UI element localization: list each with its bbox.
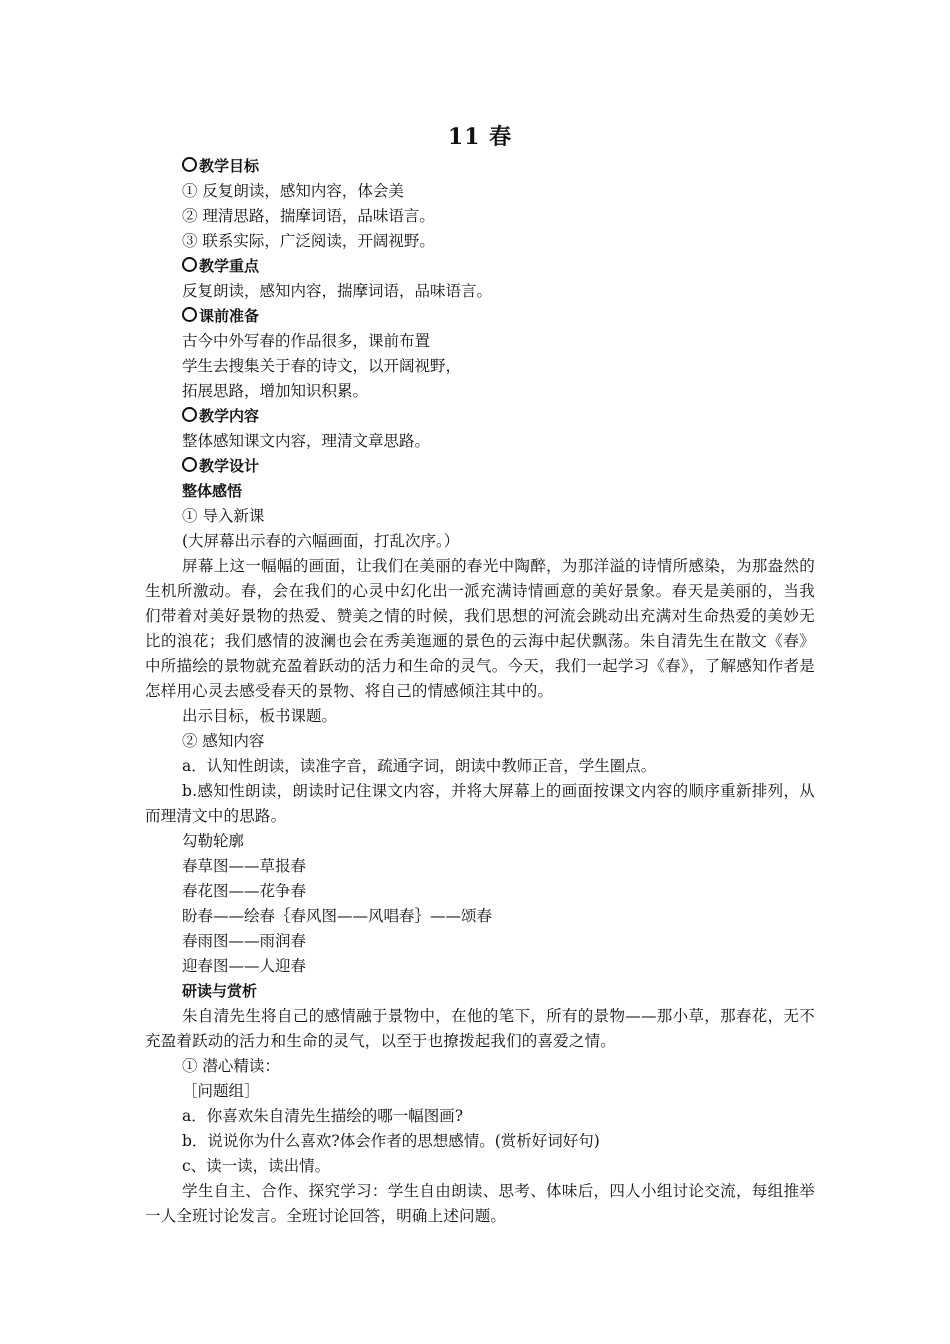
content-text: 整体感知课文内容，理清文章思路。 <box>182 432 431 450</box>
question-group-label: ［问题组］ <box>182 1082 260 1100</box>
question-item: c、读一读，读出情。 <box>182 1157 331 1175</box>
outline-item: 迎春图——人迎春 <box>182 957 307 975</box>
circle-bullet-icon <box>182 457 197 472</box>
section-heading-prep: 课前准备 <box>145 304 815 329</box>
perceive-label: ② 感知内容 <box>182 732 265 750</box>
prep-line: 古今中外写春的作品很多，课前布置 <box>182 332 431 350</box>
study-paragraph: 朱自清先生将自己的感情融于景物中，在他的笔下，所有的景物——那小草，那春花，无不充盈着跃动的活力和生命的灵气，以至于也撩拨起我们的喜爱之情。 <box>145 1007 815 1050</box>
section-heading-key: 教学重点 <box>145 254 815 279</box>
prep-line: 拓展思路，增加知识积累。 <box>182 382 369 400</box>
circle-bullet-icon <box>182 307 197 322</box>
discussion-paragraph: 学生自主、合作、探究学习：学生自由朗读、思考、体味后，四人小组讨论交流，每组推举一人全班讨论发言。全班讨论回答，明确上述问题。 <box>145 1182 815 1225</box>
outline-label: 勾勒轮廓 <box>182 832 245 850</box>
circle-bullet-icon <box>182 257 197 272</box>
outline-item: 春雨图——雨润春 <box>182 932 307 950</box>
goal-item: ③ 联系实际，广泛阅读，开阔视野。 <box>182 232 435 250</box>
show-goals: 出示目标，板书课题。 <box>182 707 338 725</box>
outline-item: 盼春——绘春｛春风图——风唱春｝——颂春 <box>182 907 493 925</box>
section-heading-goals: 教学目标 <box>145 154 815 179</box>
intro-label: ① 导入新课 <box>182 507 265 525</box>
page-title: 11 春 <box>447 124 513 150</box>
question-item: b．说说你为什么喜欢?体会作者的思想感情。(赏析好词好句) <box>182 1132 600 1150</box>
question-item: a．你喜欢朱自清先生描绘的哪一幅图画? <box>182 1107 464 1125</box>
perceive-b: b.感知性朗读，朗读时记住课文内容，并将大屏幕上的画面按课文内容的顺序重新排列，从而理清文中的思路。 <box>145 782 815 825</box>
outline-item: 春花图——花争春 <box>182 882 307 900</box>
subheading-study: 研读与赏析 <box>182 982 258 1000</box>
circle-bullet-icon <box>182 157 197 172</box>
goal-item: ② 理清思路，揣摩词语，品味语言。 <box>182 207 435 225</box>
outline-item: 春草图——草报春 <box>182 857 307 875</box>
deep-read-label: ① 潜心精读： <box>182 1057 280 1075</box>
intro-paragraph: 屏幕上这一幅幅的画面，让我们在美丽的春光中陶醉，为那洋溢的诗情所感染，为那盎然的生机所激动。春，会在我们的心灵中幻化出一派充满诗情画意的美好景象。春天是美丽的，当我们带着对美好景物的热爱、赞美之情的时候，我们思想的河流会跳动出充满对生命热爱的美妙无比的浪花；我们感情的波澜也会在秀美迤逦的景色的云海中起伏飘荡。朱自清先生在散文《春》中所描绘的景物就充盈着跃动的活力和生命的灵气。今天，我们一起学习《春》，了解感知作者是怎样用心灵去感受春天的景物、将自己的情感倾注其中的。 <box>145 557 815 700</box>
perceive-a: a．认知性朗读，读准字音，疏通字词，朗读中教师正音，学生圈点。 <box>182 757 657 775</box>
goal-item: ① 反复朗读，感知内容，体会美 <box>182 182 404 200</box>
subheading-overall: 整体感悟 <box>182 482 243 500</box>
section-heading-design: 教学设计 <box>145 454 815 479</box>
circle-bullet-icon <box>182 407 197 422</box>
key-text: 反复朗读，感知内容，揣摩词语，品味语言。 <box>182 282 493 300</box>
intro-note: (大屏幕出示春的六幅画面，打乱次序。） <box>182 532 460 550</box>
prep-line: 学生去搜集关于春的诗文，以开阔视野， <box>182 357 462 375</box>
section-heading-content: 教学内容 <box>145 404 815 429</box>
